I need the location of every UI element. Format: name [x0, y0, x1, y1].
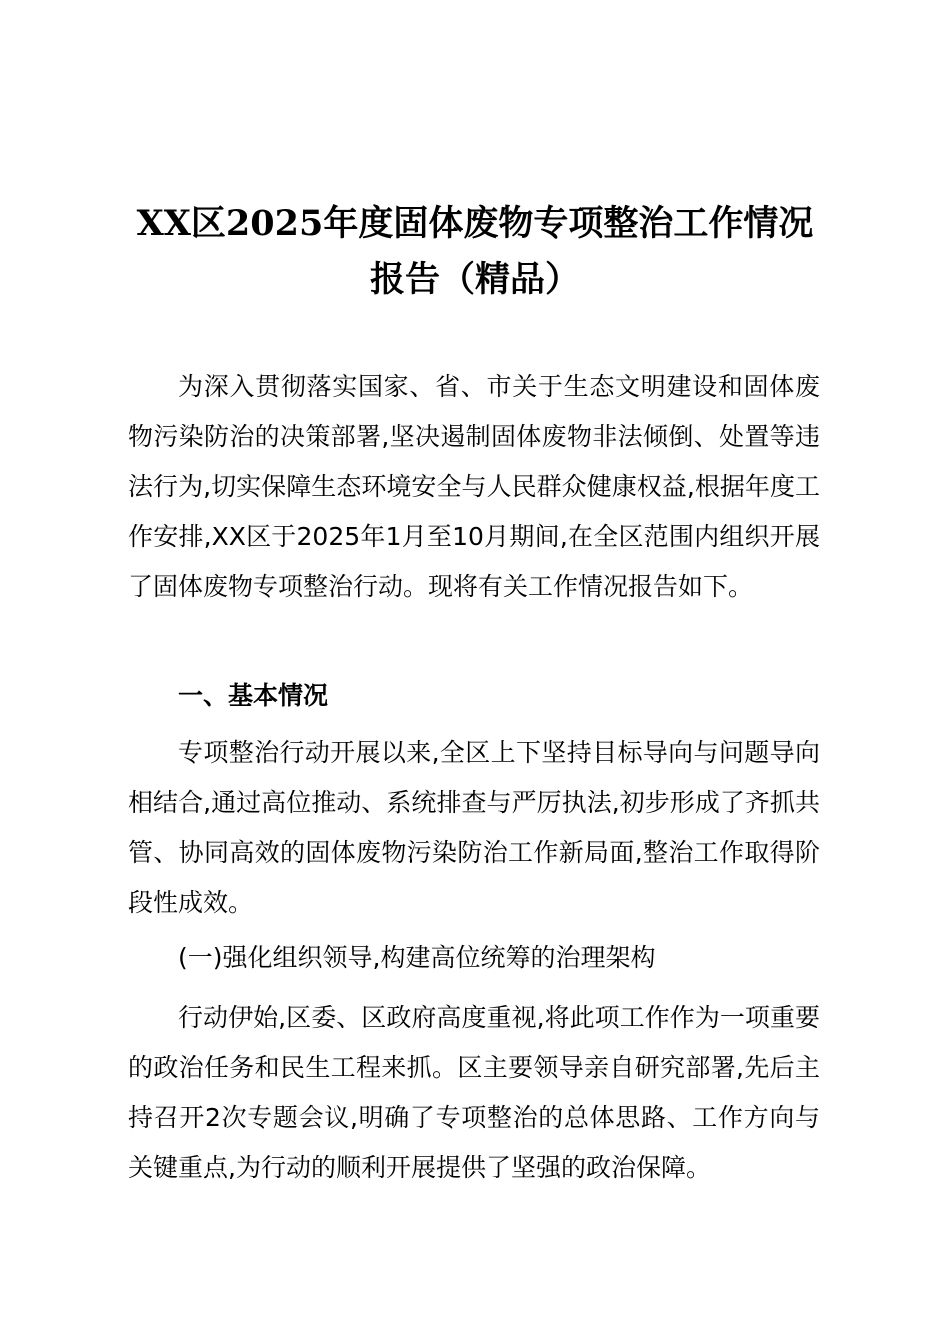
document-title: XX区2025年度固体废物专项整治工作情况报告（精品）: [136, 203, 814, 300]
section-heading-basic-situation: 一、基本情况: [178, 681, 329, 710]
intro-paragraph: 为深入贯彻落实国家、省、市关于生态文明建设和固体废物污染防治的决策部署,坚决遏制固体废物非法倾倒、处置等违法行为,切实保障生态环境安全与人民群众健康权益,根据年度工作安排,XX区于2025年1月至10月期间,在全区范围内组织开展了固体废物专项整治行动。现将有关工作情况报告如下。: [128, 372, 820, 601]
subsection-heading-organization: (一)强化组织领导,构建高位统筹的治理架构: [178, 943, 656, 972]
section-basic-situation-paragraph: 专项整治行动开展以来,全区上下坚持目标导向与问题导向相结合,通过高位推动、系统排查与严厉执法,初步形成了齐抓共管、协同高效的固体废物污染防治工作新局面,整治工作取得阶段性成效。: [128, 738, 820, 917]
subsection-organization-paragraph: 行动伊始,区委、区政府高度重视,将此项工作作为一项重要的政治任务和民生工程来抓。区主要领导亲自研究部署,先后主持召开2次专题会议,明确了专项整治的总体思路、工作方向与关键重点,为行动的顺利开展提供了坚强的政治保障。: [128, 1003, 820, 1182]
